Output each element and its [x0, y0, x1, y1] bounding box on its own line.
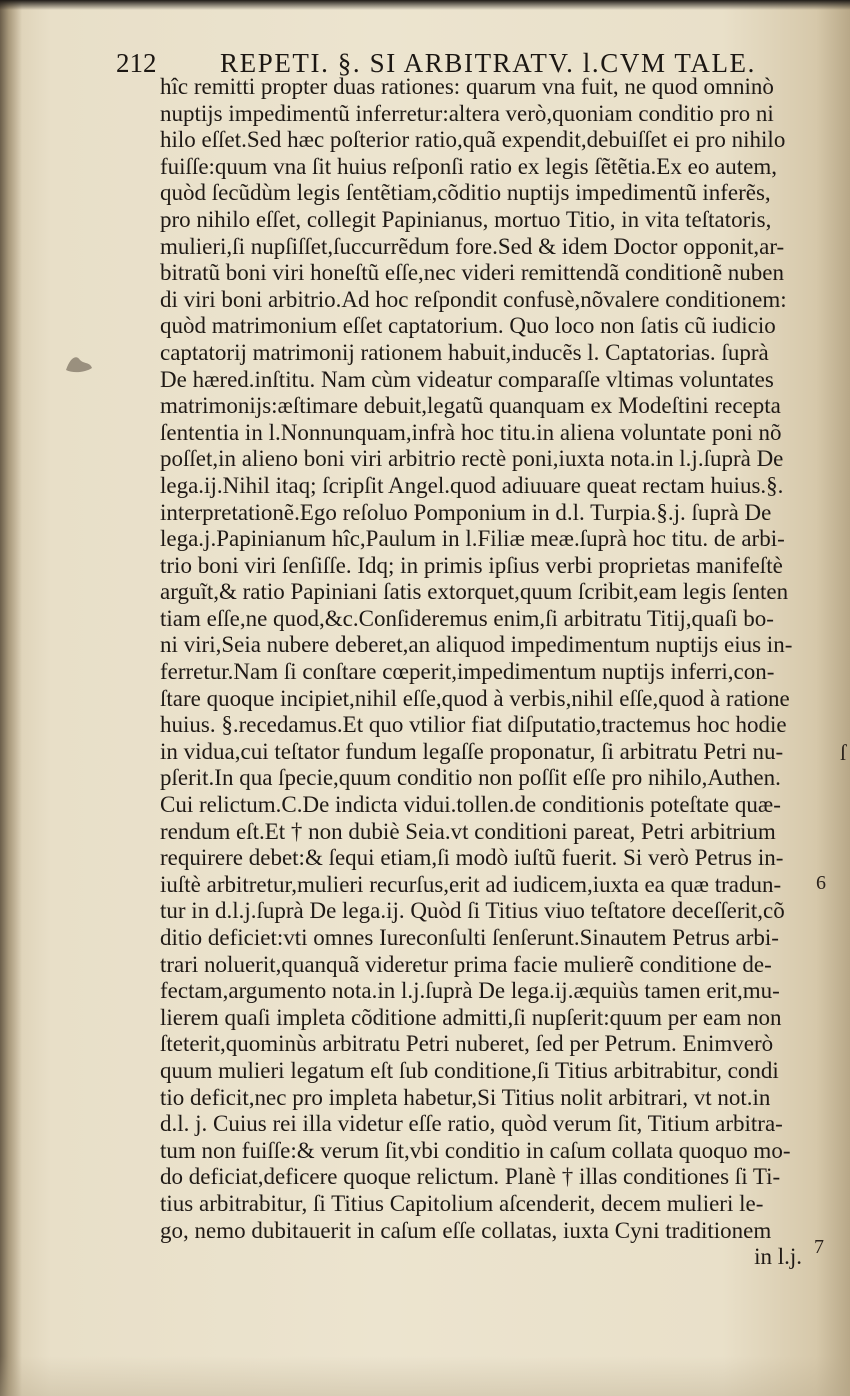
text-line: tur in d.l.j.ſuprà De lega.ij. Quòd ſi Titius viuo teſtatore deceſſerit,cõ: [160, 898, 785, 924]
text-line: trio boni viri ſenſiſſe. Idq; in primis ipſius verbi proprietas manifeſtè: [160, 552, 783, 578]
page-top-edge: [0, 0, 850, 10]
text-line: hîc remitti propter duas rationes: quarum vna fuit, ne quod omninò: [160, 74, 774, 99]
text-line: d.l. j. Cuius rei illa videtur eſſe ratio, quòd verum ſit, Titium arbitra-: [160, 1111, 783, 1137]
text-line: tius arbitrabitur, ſi Titius Capitolium aſcenderit, decem mulieri le-: [160, 1190, 764, 1216]
body-text: [160, 74, 816, 1271]
binding-gutter-shadow: [0, 0, 22, 1396]
text-line: mulieri,ſi nupſiſſet,ſuccurrẽdum fore.Sed & idem Doctor opponit,ar-: [160, 233, 785, 259]
text-line: pro nihilo eſſet, collegit Papinianus, mortuo Titio, in vita teſtatoris,: [160, 206, 772, 232]
running-head: REPETI. §. SI ARBITRATV. l.CVM TALE.: [220, 48, 756, 78]
text-line: ditio deficiet:vti omnes Iureconſulti ſenſerunt.Sinautem Petrus arbi-: [160, 925, 779, 950]
text-line: lierem quaſi impleta cõditione admitti,ſi nupſerit:quum per eam non: [160, 1004, 782, 1030]
text-line: iuſtè arbitretur,mulieri recurſus,erit ad iudicem,iuxta ea quæ tradun-: [160, 871, 782, 897]
margin-edge-fragment: ſ: [840, 740, 847, 765]
catchword-line: in l.j.: [754, 1244, 802, 1270]
margin-note-6: 6: [816, 872, 826, 894]
ink-blot-mark: [62, 350, 96, 376]
text-line: quòd ſecũdùm legis ſentẽtiam,cõditio nuptijs impedimentũ inferẽs,: [160, 180, 771, 206]
text-line: ni viri,Seia nubere deberet,an aliquod impedimentum nuptijs eius in-: [160, 632, 793, 658]
text-line: huius. §.recedamus.Et quo vtilior fiat diſputatio,tractemus hoc hodie: [160, 712, 787, 738]
text-line: di viri boni arbitrio.Ad hoc reſpondit confusè,nõvalere conditionem:: [160, 286, 787, 312]
page-bottom-shade: [0, 1356, 850, 1396]
text-line: in vidua,cui teſtator fundum legaſſe proponatur, ſi arbitratu Petri nu-: [160, 738, 784, 764]
text-line: nuptijs impedimentũ inferretur:altera verò,quoniam conditio pro ni: [160, 100, 774, 126]
text-line: go, nemo dubitauerit in caſum eſſe collatas, iuxta Cyni traditionem: [160, 1217, 772, 1243]
text-line: ſteterit,quominùs arbitratu Petri nuberet, ſed per Petrum. Enimverò: [160, 1031, 774, 1057]
text-line: ferretur.Nam ſi conſtare cœperit,impedimentum nuptijs inferri,con-: [160, 659, 775, 685]
text-line: bitratũ boni viri honeſtũ eſſe,nec videri remittendã conditionẽ nuben: [160, 260, 785, 286]
text-line: requirere debet:& ſequi etiam,ſi modò iuſtũ fuerit. Si verò Petrus in-: [160, 845, 784, 871]
text-line: rendum eſt.Et † non dubiè Seia.vt conditioni pareat, Petri arbitrium: [160, 818, 776, 844]
margin-note-7: 7: [814, 1236, 824, 1258]
folio-number: 212: [116, 48, 157, 78]
text-line: quòd matrimonium eſſet captatorium. Quo loco non ſatis cũ iudicio: [160, 313, 776, 339]
text-line: captatorij matrimonij rationem habuit,inducẽs l. Captatorias. ſuprà: [160, 339, 769, 365]
text-line: fectam,argumento nota.in l.j.ſuprà De lega.ij.æquiùs tamen erit,mu-: [160, 978, 780, 1004]
text-line: Cui relictum.C.De indicta vidui.tollen.de conditionis poteſtate quæ-: [160, 792, 781, 818]
text-line: lega.j.Papinianum hîc,Paulum in l.Filiæ meæ.ſuprà hoc titu. de arbi-: [160, 526, 785, 552]
text-line: tio deficit,nec pro impleta habetur,Si Titius nolit arbitrari, vt not.in: [160, 1084, 771, 1110]
text-line: pſerit.In qua ſpecie,quum conditio non poſſit eſſe pro nihilo,Authen.: [160, 765, 781, 791]
text-line: interpretationẽ.Ego reſoluo Pomponium in d.l. Turpia.§.j. ſuprà De: [160, 499, 772, 525]
text-line: trari noluerit,quanquã videretur prima facie mulierẽ conditione de-: [160, 951, 772, 977]
text-line: ſtare quoque incipiet,nihil eſſe,quod à verbis,nihil eſſe,quod à ratione: [160, 685, 790, 711]
text-line: fuiſſe:quum vna ſit huius reſponſi ratio ex legis ſẽtẽtia.Ex eo autem,: [160, 153, 778, 179]
text-line: poſſet,in alieno boni viri arbitrio rectè poni,iuxta nota.in l.j.ſuprà De: [160, 446, 784, 472]
text-line: ſententia in l.Nonnunquam,infrà hoc titu.in aliena voluntate poni nõ: [160, 419, 782, 445]
text-line: do deficiat,deficere quoque relictum. Planè † illas conditiones ſi Ti-: [160, 1164, 781, 1190]
text-line: arguĩt,& ratio Papiniani ſatis extorquet,quum ſcribit,eam legis ſenten: [160, 579, 789, 605]
text-line: tum non fuiſſe:& verum ſit,vbi conditio in caſum collata quoquo mo-: [160, 1137, 791, 1163]
text-line: De hæred.inſtitu. Nam cùm videatur comparaſſe vltimas voluntates: [160, 366, 774, 392]
text-line: matrimonijs:æſtimare debuit,legatũ quanquam ex Modeſtini recepta: [160, 393, 781, 419]
text-line: lega.ij.Nihil itaq; ſcripſit Angel.quod adiuuare queat rectam huius.§.: [160, 472, 784, 498]
text-line: quum mulieri legatum eſt ſub conditione,ſi Titius arbitrabitur, condi: [160, 1057, 779, 1083]
text-line: tiam eſſe,ne quod,&c.Conſideremus enim,ſi arbitratu Titij,quaſi bo-: [160, 605, 774, 631]
text-line: hilo eſſet.Sed hæc poſterior ratio,quã expendit,debuiſſet ei pro nihilo: [160, 127, 786, 153]
